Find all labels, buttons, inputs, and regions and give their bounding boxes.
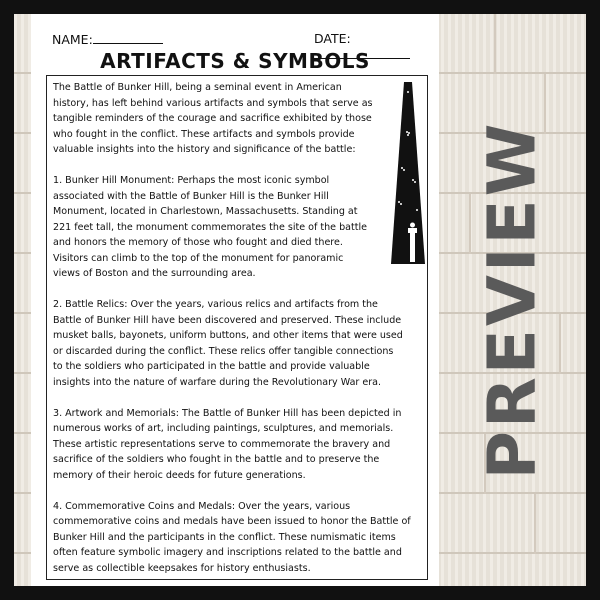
name-label: NAME: (52, 32, 93, 47)
date-label: DATE: (314, 31, 351, 46)
name-blank-line[interactable] (93, 31, 163, 44)
section-monument: 1. Bunker Hill Monument: Perhaps the most iconic symbol associated with the Battle of Bunker Hill is the Bunker Hill Monument, located in Charlestown, Massachusetts. Standing at 221 feet tall, the monument commemorates the site of the battle and honors the memory of those who fought and died there. Visitors can climb to the top of the monument for panoramic views of Boston and the surrounding area. (53, 175, 368, 279)
worksheet-body (53, 80, 425, 592)
name-field[interactable] (52, 31, 163, 47)
intro-paragraph: The Battle of Bunker Hill, being a seminal event in American history, has left behind various artifacts and symbols that serve as tangible reminders of the courage and sacrifice exhibited by those who fought in the conflict. These artifacts and symbols provide valuable insights into the history and significance of the battle: (53, 82, 373, 155)
section-artwork: 3. Artwork and Memorials: The Battle of Bunker Hill has been depicted in numerous works of art, including paintings, sculptures, and memorials. These artistic representations serve to commemorate the bravery and sacrifice of the soldiers who fought in the battle and to preserve the memory of their heroic deeds for future generations. (53, 407, 402, 481)
section-relics: 2. Battle Relics: Over the years, various relics and artifacts from the Battle of Bunker Hill have been discovered and preserved. These include musket balls, bayonets, uniform buttons, and other items that were used or discarded during the conflict. These relics offer tangible connections to the soldiers who participated in the battle and provide valuable insights into the nature of warfare during the Revolutionary War era. (53, 299, 403, 388)
worksheet-title: ARTIFACTS & SYMBOLS (100, 49, 370, 73)
section-coins: 4. Commemorative Coins and Medals: Over the years, various commemorative coins and medals have been issued to honor the Battle of Bunker Hill and the participants in the conflict. These numismatic items often feature symbolic imagery and inscriptions related to the battle and serve as collectible keepsakes for history enthusiasts. (53, 500, 411, 574)
header-row (49, 31, 429, 49)
worksheet-page (31, 14, 439, 586)
preview-watermark: PREVIEW (473, 120, 551, 480)
